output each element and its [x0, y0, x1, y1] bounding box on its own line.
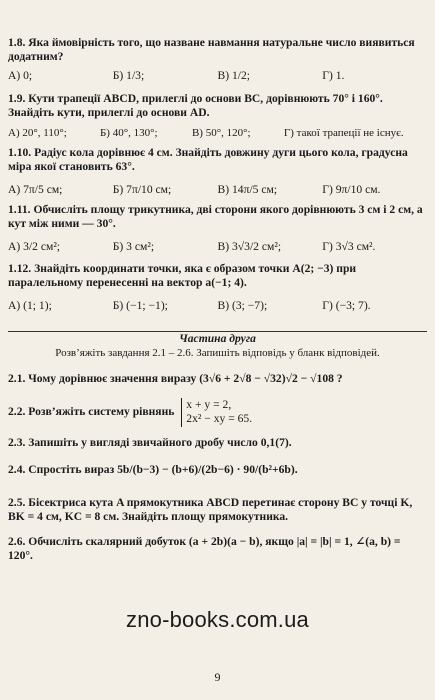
answer-option: Б) 7π/10 см; — [112, 182, 172, 196]
task-number: 2.3. — [8, 436, 26, 449]
answer-option: А) 20°, 110°; — [8, 126, 67, 139]
question-text: Обчисліть площу трикутника, дві сторони якого дорівнюють 3 см і 2 см, а кут між ними — 30°. — [8, 203, 423, 231]
part-title: Частина друга — [179, 332, 256, 345]
question-text: Яка ймовірність того, що назване навмання натуральне число виявиться додатним? — [8, 36, 415, 64]
answer-option: Г) (−3; 7). — [322, 298, 371, 312]
question-1-10 — [8, 146, 427, 197]
task-text: Чому дорівнює значення виразу (3√6 + 2√8 − √32)√2 − √108 ? — [28, 372, 343, 385]
answer-option: В) 3√3/2 см²; — [217, 239, 282, 253]
task-text: Обчисліть скалярний добуток (a + 2b)(a − b), якщо |a| = |b| = 1, ∠(a, b) = 120°. — [8, 535, 401, 563]
question-number: 1.8. — [8, 36, 26, 49]
task-2-3 — [8, 436, 427, 450]
task-text: Спростіть вираз 5b/(b−3) − (b+6)/(2b−6) · 90/(b²+6b). — [28, 463, 298, 476]
answer-option: Г) 3√3 см². — [322, 239, 376, 253]
answer-option: Г) 1. — [322, 68, 345, 82]
task-text: Запишіть у вигляді звичайного дробу число 0,1(7). — [28, 436, 292, 449]
question-number: 1.9. — [8, 92, 26, 105]
question-text: Знайдіть координати точки, яка є образом точки A(2; −3) при паралельному перенесенні на вектор a(−1; 4). — [8, 262, 357, 290]
question-1-12 — [8, 262, 427, 313]
task-number: 2.4. — [8, 463, 26, 476]
answer-option: А) 0; — [8, 68, 33, 82]
answer-option: А) 7π/5 см; — [8, 182, 63, 196]
task-2-4 — [8, 463, 427, 477]
question-number: 1.10. — [8, 146, 32, 159]
task-2-5 — [8, 496, 427, 525]
task-text: Бісектриса кута A прямокутника ABCD перетинає сторону BC у точці K, BK = 4 см, KC = 8 см. Знайдіть площу прямокутника. — [8, 496, 413, 524]
answer-option: Б) (−1; −1); — [112, 298, 168, 312]
answer-option: Г) 9π/10 см. — [322, 182, 381, 196]
question-1-9 — [8, 92, 427, 141]
task-text: Розв’яжіть систему рівнянь — [28, 405, 175, 419]
answer-option: В) 50°, 120°; — [191, 126, 251, 139]
question-number: 1.11. — [8, 203, 31, 216]
task-2-6 — [8, 535, 427, 564]
task-number: 2.5. — [8, 496, 26, 509]
answer-option: А) 3/2 см²; — [8, 239, 61, 253]
question-text: Радіус кола дорівнює 4 см. Знайдіть довжину дуги цього кола, градусна міра якої становить 63°. — [8, 146, 408, 174]
answer-option: Б) 1/3; — [112, 68, 145, 82]
equation-system — [181, 398, 252, 427]
task-number: 2.2. — [8, 405, 26, 419]
page-number: 9 — [214, 670, 221, 684]
task-2-1 — [8, 372, 427, 386]
answer-option: Б) 40°, 130°; — [99, 126, 158, 139]
answer-option: В) (3; −7); — [217, 298, 268, 312]
task-number: 2.6. — [8, 535, 26, 548]
question-1-8 — [8, 36, 427, 83]
question-number: 1.12. — [8, 262, 32, 275]
answer-option: А) (1; 1); — [8, 298, 52, 312]
question-text: Кути трапеції ABCD, прилеглі до основи BC, дорівнюють 70° і 160°. Знайдіть кути, прилеглі до основи AD. — [8, 92, 383, 120]
equation-line: 2x² − xy = 65. — [186, 412, 253, 426]
answer-option: Г) такої трапеції не існує. — [283, 126, 404, 139]
answer-option: Б) 3 см²; — [112, 239, 155, 253]
answer-option: В) 14π/5 см; — [217, 182, 278, 196]
watermark: zno-books.com.ua — [126, 607, 309, 632]
task-2-2 — [8, 398, 427, 427]
answer-option: В) 1/2; — [217, 68, 251, 82]
task-number: 2.1. — [8, 372, 26, 385]
part-subtitle: Розв’яжіть завдання 2.1 – 2.6. Запишіть відповідь у бланк відповідей. — [55, 347, 380, 359]
question-1-11 — [8, 203, 427, 254]
equation-line: x + y = 2, — [186, 398, 232, 411]
